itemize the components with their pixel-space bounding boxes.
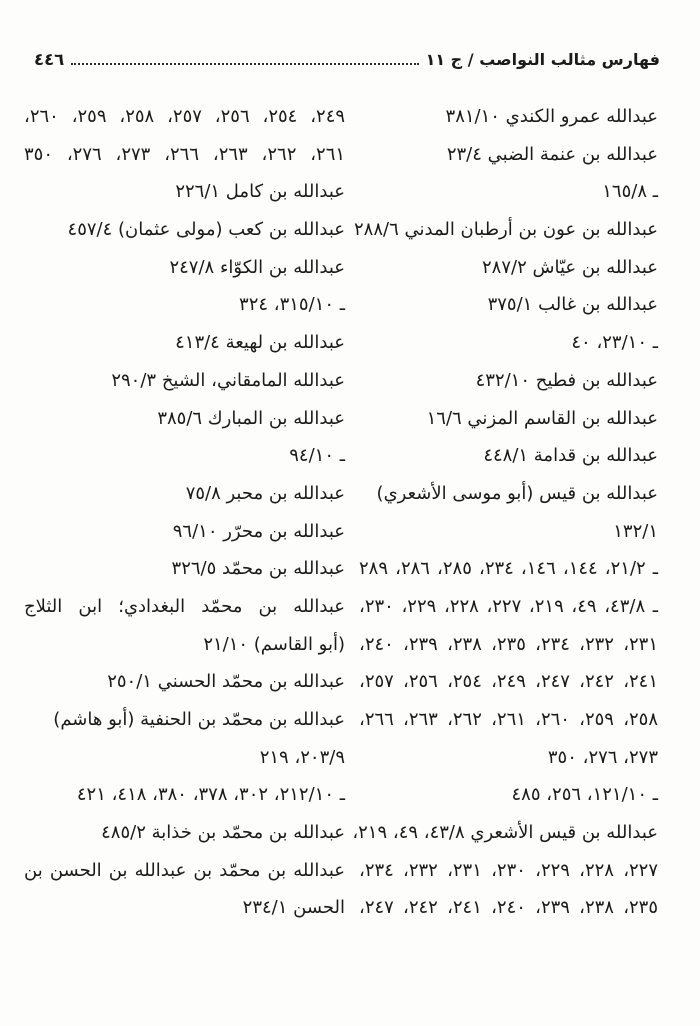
index-entry-line: عبدالله بن قدامة ٤٤٨/١ <box>483 445 658 467</box>
index-entry-line: عبدالله بن محمّد الحسني ٢٥٠/١ <box>107 671 345 693</box>
index-entry-line: ١٣٢/١ <box>613 520 658 542</box>
index-entry-line: عبدالله بن كعب (مولى عثمان) ٤٥٧/٤ <box>67 219 345 241</box>
index-entry-line: ـ ١٢١/١٠، ٢٥٦، ٤٨٥ <box>511 784 658 806</box>
index-content <box>0 69 700 927</box>
index-entry-line: عبدالله بن محمّد بن خذابة ٤٨٥/٢ <box>101 822 345 844</box>
index-column-left <box>24 98 345 927</box>
page-number: ٤٤٦ <box>34 50 65 69</box>
index-entry-line: عبدالله بن لهيعة ٤١٣/٤ <box>175 332 345 354</box>
index-entry-line: ـ ٩٤/١٠ <box>289 445 345 467</box>
index-entry-line: عبدالله بن محرّر ٩٦/١٠ <box>172 520 345 542</box>
index-entry-line: ٢٤٩، ٢٥٤، ٢٥٦، ٢٥٧، ٢٥٨، ٢٥٩، ٢٦٠، <box>24 106 346 127</box>
index-entry-line: عبدالله بن محمّد بن عبدالله بن الحسن بن <box>24 859 345 881</box>
index-entry-line: عبدالله بن عيّاش ٢٨٧/٢ <box>482 256 658 278</box>
index-entry-line: عبدالله المامقاني، الشيخ ٢٩٠/٣ <box>111 369 345 391</box>
index-entry-line: عبدالله بن غالب ٣٧٥/١ <box>487 294 658 316</box>
index-entry-line: عبدالله بن محمّد بن الحنفية (أبو هاشم) <box>53 709 345 730</box>
index-entry-line: ـ ٢١/٢، ١٤٤، ١٤٦، ٢٣٤، ٢٨٥، ٢٨٦، ٢٨٩ <box>359 558 659 580</box>
index-entry-line: ـ ١٦٥/٨ <box>602 181 658 203</box>
index-entry-line: ٢٣٥، ٢٣٨، ٢٣٩، ٢٤٠، ٢٤١، ٢٤٢، ٢٤٧، <box>359 897 659 919</box>
dot-leader <box>71 63 418 65</box>
index-entry-line: عبدالله بن الكوّاء ٢٤٧/٨ <box>169 256 345 278</box>
index-entry-line: ٢٣١، ٢٣٢، ٢٣٤، ٢٣٥، ٢٣٨، ٢٣٩، ٢٤٠، <box>359 633 659 655</box>
index-entry-line: ٢٤١، ٢٤٢، ٢٤٧، ٢٤٩، ٢٥٤، ٢٥٦، ٢٥٧، <box>359 671 659 693</box>
index-entry-line: ٢٦١، ٢٦٢، ٢٦٣، ٢٦٦، ٢٧٣، ٢٧٦، ٣٥٠ <box>24 143 346 165</box>
index-entry-line: عبدالله بن محمّد البغدادي؛ ابن الثلاج <box>24 595 345 617</box>
index-entry-line: عبدالله بن المبارك ٣٨٥/٦ <box>157 407 345 429</box>
index-entry-line: عبدالله بن عنمة الضبي ٢٣/٤ <box>446 143 658 165</box>
index-entry-line: ٢٥٨، ٢٥٩، ٢٦٠، ٢٦١، ٢٦٢، ٢٦٣، ٢٦٦، <box>359 709 659 730</box>
index-entry-line: عبدالله بن عون بن أرطبان المدني ٢٨٨/٦ <box>354 219 658 241</box>
index-entry-line: عبدالله عمرو الكندي ٣٨١/١٠ <box>445 106 658 127</box>
index-entry-line: ٢٧٣، ٢٧٦، ٣٥٠ <box>547 746 658 768</box>
running-title: فهارس مثالب النواصب / ج ١١ <box>425 50 660 69</box>
index-entry-line: عبدالله بن القاسم المزني ١٦/٦ <box>426 407 658 429</box>
index-entry-line: عبدالله بن محمّد ٣٢٦/٥ <box>171 558 345 580</box>
index-entry-line: عبدالله بن قيس (أبو موسى الأشعري) <box>376 482 658 504</box>
index-entry-line: عبدالله بن قيس الأشعري ٤٣/٨، ٤٩، ٢١٩، <box>352 822 658 844</box>
page-header <box>0 0 700 69</box>
index-entry-line: الحسن ٢٣٤/١ <box>242 897 345 919</box>
index-entry-line: ـ ٢١٢/١٠، ٣٠٢، ٣٧٨، ٣٨٠، ٤١٨، ٤٢١ <box>76 784 345 806</box>
index-column-right <box>352 98 659 927</box>
index-entry-line: ـ ٣١٥/١٠، ٣٢٤ <box>239 294 345 316</box>
index-entry-line: ـ ٢٣/١٠، ٤٠ <box>571 332 658 354</box>
index-entry-line: عبدالله بن محبر ٧٥/٨ <box>185 482 345 504</box>
index-entry-line: ٢٠٣/٩، ٢١٩ <box>259 746 345 768</box>
index-entry-line: ٢٢٧، ٢٢٨، ٢٢٩، ٢٣٠، ٢٣١، ٢٣٢، ٢٣٤، <box>359 859 659 881</box>
index-entry-line: عبدالله بن كامل ٢٢٦/١ <box>175 181 345 203</box>
index-entry-line: ـ ٤٣/٨، ٤٩، ٢١٩، ٢٢٧، ٢٢٨، ٢٢٩، ٢٣٠، <box>359 595 659 617</box>
index-entry-line: عبدالله بن فطيح ٤٣٢/١٠ <box>475 369 658 391</box>
index-entry-line: (أبو القاسم) ٢١/١٠ <box>203 633 345 655</box>
